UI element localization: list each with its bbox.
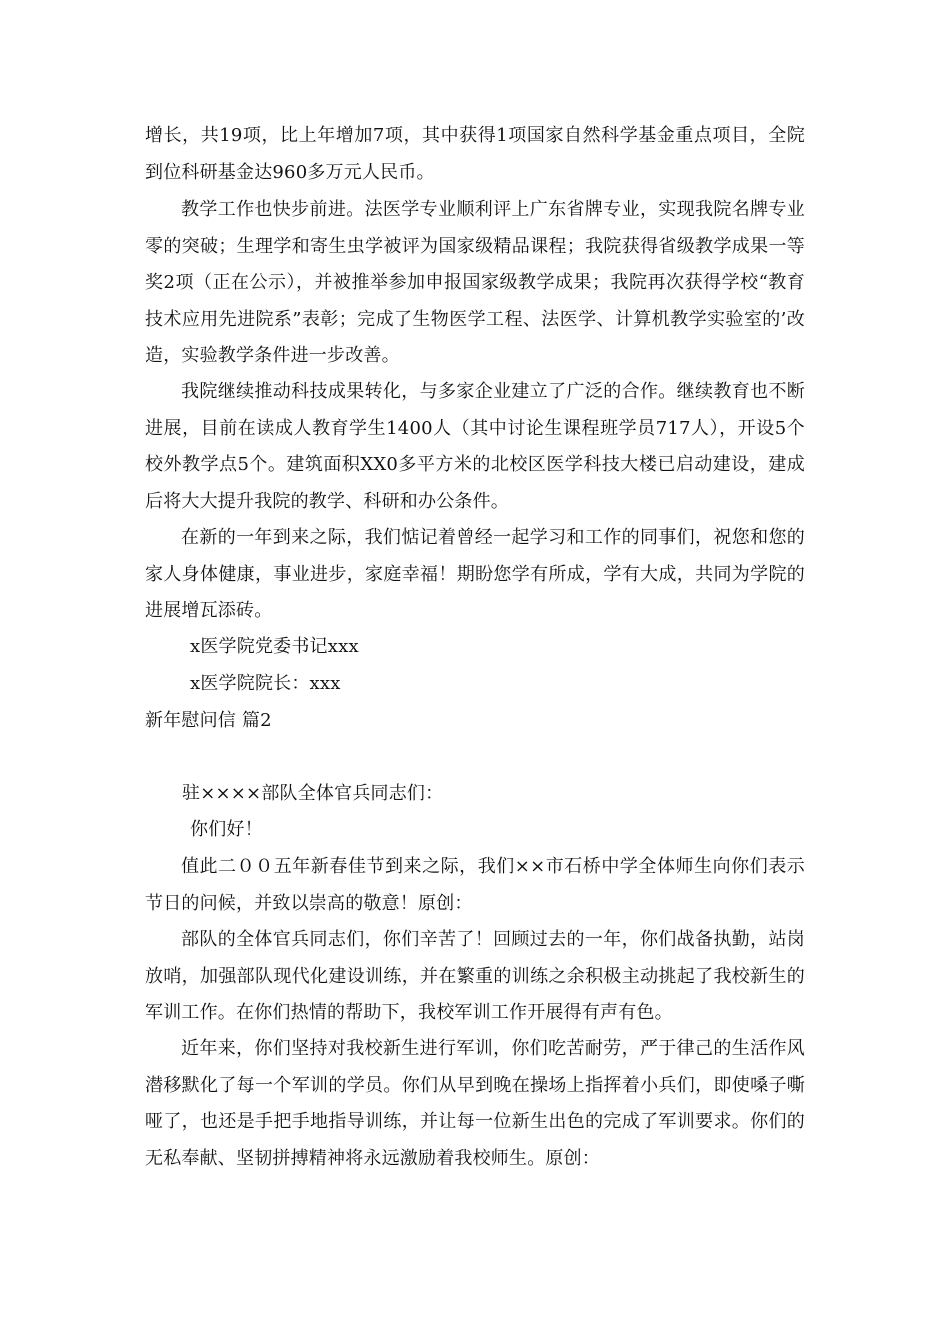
paragraph-new-year-wishes: 在新的一年到来之际，我们惦记着曾经一起学习和工作的同事们，祝您和您的家人身体健康，事业进步，家庭幸福！期盼您学有所成，学有大成，共同为学院的进展增瓦添砖。: [145, 527, 805, 621]
signature-dean: x医学院院长：xxx: [190, 673, 341, 694]
greeting: 你们好！: [190, 819, 263, 840]
paragraph-teaching-progress: 教学工作也快步前进。法医学专业顺利评上广东省牌专业，实现我院名牌专业零的突破；生理学和寄生虫学被评为国家级精品课程；我院获得省级教学成果一等奖2项（正在公示），并被推举参加申报国家级教学成果；我院再次获得学校“教育技术应用先进院系”表彰；完成了生物医学工程、法医学、计算机教学实验室的’改造，实验教学条件进一步改善。: [145, 199, 805, 366]
signature-party-secretary: x医学院党委书记xxx: [190, 636, 359, 657]
section-title-letter-2: 新年慰问信 篇2: [145, 710, 272, 731]
salutation: 驻××××部队全体官兵同志们：: [182, 783, 444, 804]
paragraph-research-funding: 增长，共19项，比上年增加7项，其中获得1项国家自然科学基金重点项目，全院到位科研基金达960多万元人民币。: [145, 125, 805, 183]
paragraph-troops-thanks: 部队的全体官兵同志们，你们辛苦了！回顾过去的一年，你们战备执勤，站岗放哨，加强部队现代化建设训练，并在繁重的训练之余积极主动挑起了我校新生的军训工作。在你们热情的帮助下，我校军训工作开展得有声有色。: [145, 929, 805, 1023]
paragraph-tech-transfer: 我院继续推动科技成果转化，与多家企业建立了广泛的合作。继续教育也不断进展，目前在读成人教育学生1400人（其中讨论生课程班学员717人），开设5个校外教学点5个。建筑面积XX0多平方米的北校区医学科技大楼已启动建设，建成后将大大提升我院的教学、科研和办公条件。: [145, 381, 805, 512]
paragraph-military-training: 近年来，你们坚持对我校新生进行军训，你们吃苦耐劳，严于律己的生活作风潜移默化了每一个军训的学员。你们从早到晚在操场上指挥着小兵们，即使嗓子嘶哑了，也还是手把手地指导训练，并让每一位新生出色的完成了军训要求。你们的无私奉献、坚韧拼搏精神将永远激励着我校师生。原创：: [145, 1038, 805, 1169]
paragraph-festival-greeting: 值此二００五年新春佳节到来之际，我们××市石桥中学全体师生向你们表示节日的问候，并致以崇高的敬意！原创：: [145, 856, 805, 914]
